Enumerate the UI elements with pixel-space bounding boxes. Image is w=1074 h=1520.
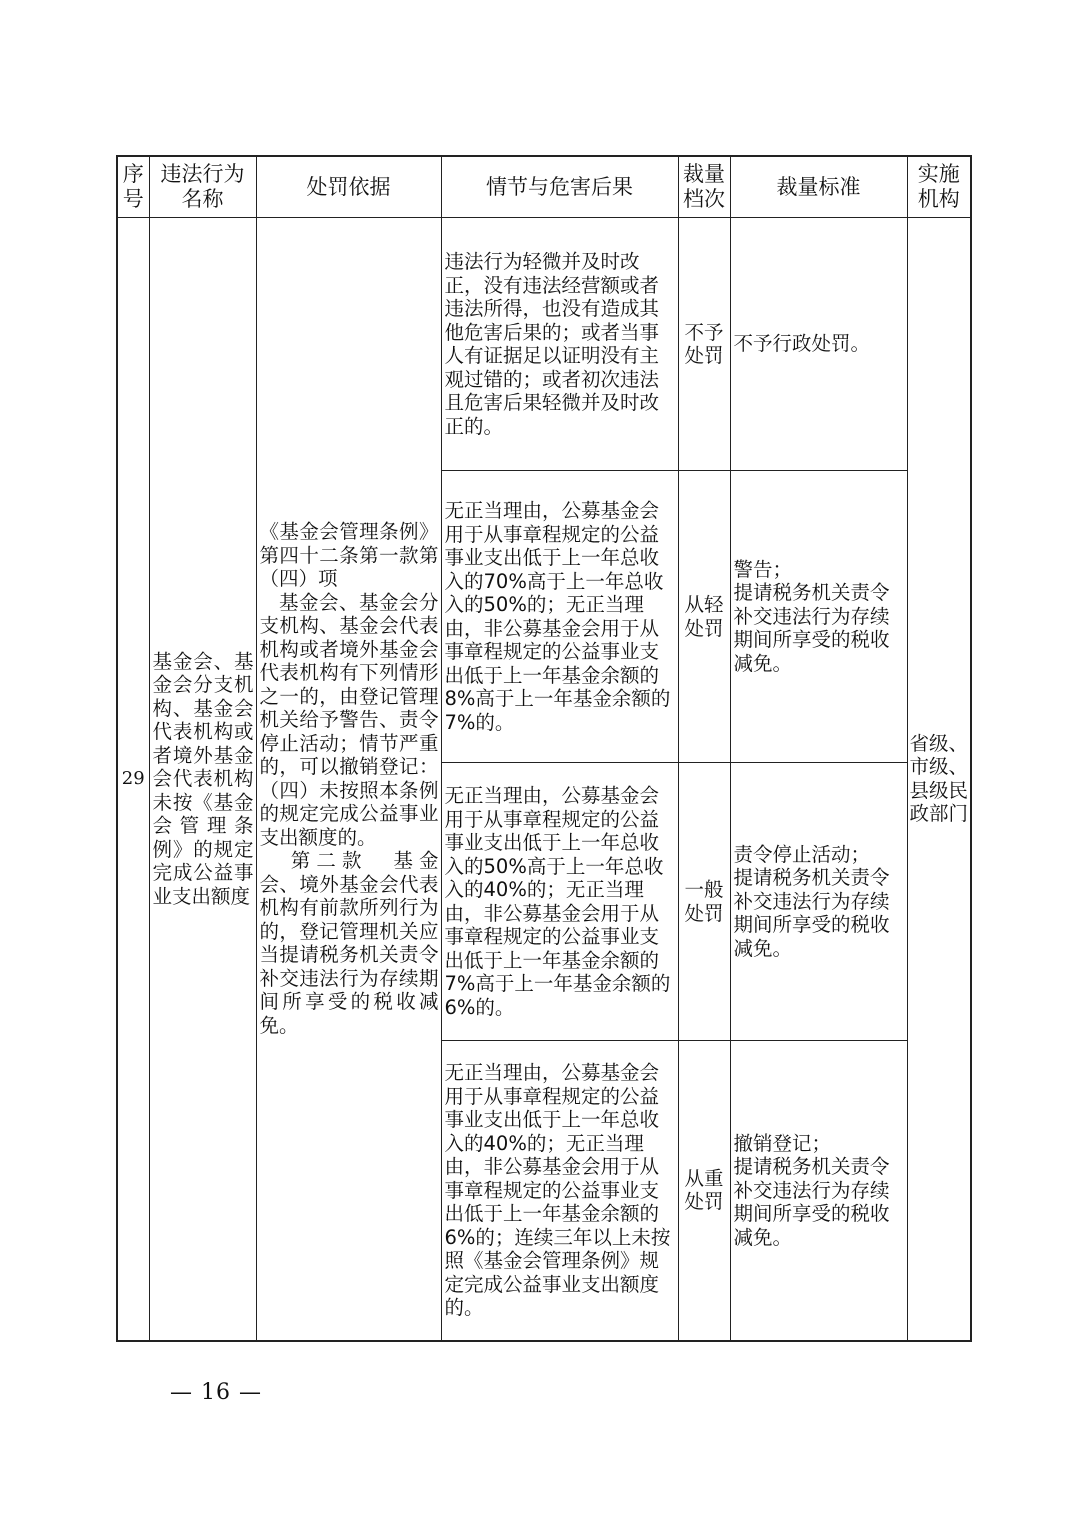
standard-line: 提请税务机关责令补交违法行为存续期间所享受的税收减免。 (733, 866, 890, 960)
tier-circumstances: 无正当理由，公募基金会用于从事章程规定的公益事业支出低于上一年总收入的40%的；无正当理由，非公募基金会用于从事章程规定的公益事业支出低于上一年基金余额的6%的；连续三年以上未按照《基金会管理条例》规定完成公益事业支出额度的。 (441, 1041, 678, 1341)
standard-line: 撤销登记； (733, 1131, 832, 1155)
header-circumstances: 情节与危害后果 (441, 156, 678, 218)
tier-level: 从轻处罚 (678, 471, 730, 763)
page-number: — 16 — (170, 1380, 262, 1405)
tier-standard (730, 218, 907, 471)
penalty-discretion-table (116, 155, 972, 1342)
tier-standard (730, 471, 907, 763)
tier-level: 一般处罚 (678, 763, 730, 1041)
tier-circumstances: 违法行为轻微并及时改正，没有违法经营额或者违法所得，也没有造成其他危害后果的；或者当事人有证据足以证明没有主观过错的；或者初次违法且危害后果轻微并及时改正的。 (441, 218, 678, 471)
standard-line: 警告； (733, 557, 793, 581)
tier-standard (730, 1041, 907, 1341)
row-seq: 29 (117, 218, 149, 1341)
basis-clause-1: 基金会、基金会分支机构、基金会代表机构或者境外基金会代表机构有下列情形之一的，由登记管理机关给予警告、责令停止活动；情节严重的，可以撤销登记：（四）未按照本条例的规定完成公益事业支出额度的。 (259, 590, 439, 849)
tier-standard (730, 763, 907, 1041)
row-implementing-org: 省级、市级、县级民政部门 (907, 218, 971, 1341)
standard-line: 责令停止活动； (733, 842, 871, 866)
row-penalty-basis (256, 218, 441, 1341)
header-discretion-standard: 裁量标准 (730, 156, 907, 218)
standard-line: 不予行政处罚。 (733, 332, 871, 356)
header-seq: 序号 (117, 156, 149, 218)
header-discretion-level: 裁量档次 (678, 156, 730, 218)
tier-circumstances: 无正当理由，公募基金会用于从事章程规定的公益事业支出低于上一年总收入的70%高于上一年总收入的50%的；无正当理由，非公募基金会用于从事章程规定的公益事业支出低于上一年基金余额的8%高于上一年基金余额的7%的。 (441, 471, 678, 763)
basis-article: 《基金会管理条例》第四十二条第一款第（四）项 (259, 520, 439, 591)
header-violation-name: 违法行为名称 (149, 156, 256, 218)
standard-line: 提请税务机关责令补交违法行为存续期间所享受的税收减免。 (733, 1155, 890, 1249)
tier-level: 不予处罚 (678, 218, 730, 471)
tier-level: 从重处罚 (678, 1041, 730, 1341)
row-violation-name: 基金会、基金会分支机构、基金会代表机构或者境外基金会代表机构未按《基金会管理条例》的规定完成公益事业支出额度 (149, 218, 256, 1341)
header-row (117, 156, 971, 218)
basis-clause-2: 第二款 基金会、境外基金会代表机构有前款所列行为的，登记管理机关应当提请税务机关责令补交违法行为存续期间所享受的税收减免。 (259, 849, 439, 1037)
tier-circumstances: 无正当理由，公募基金会用于从事章程规定的公益事业支出低于上一年总收入的50%高于上一年总收入的40%的；无正当理由，非公募基金会用于从事章程规定的公益事业支出低于上一年基金余额的7%高于上一年基金余额的6%的。 (441, 763, 678, 1041)
table-row (117, 218, 971, 471)
header-penalty-basis: 处罚依据 (256, 156, 441, 218)
header-implementing-org: 实施机构 (907, 156, 971, 218)
standard-line: 提请税务机关责令补交违法行为存续期间所享受的税收减免。 (733, 581, 890, 675)
